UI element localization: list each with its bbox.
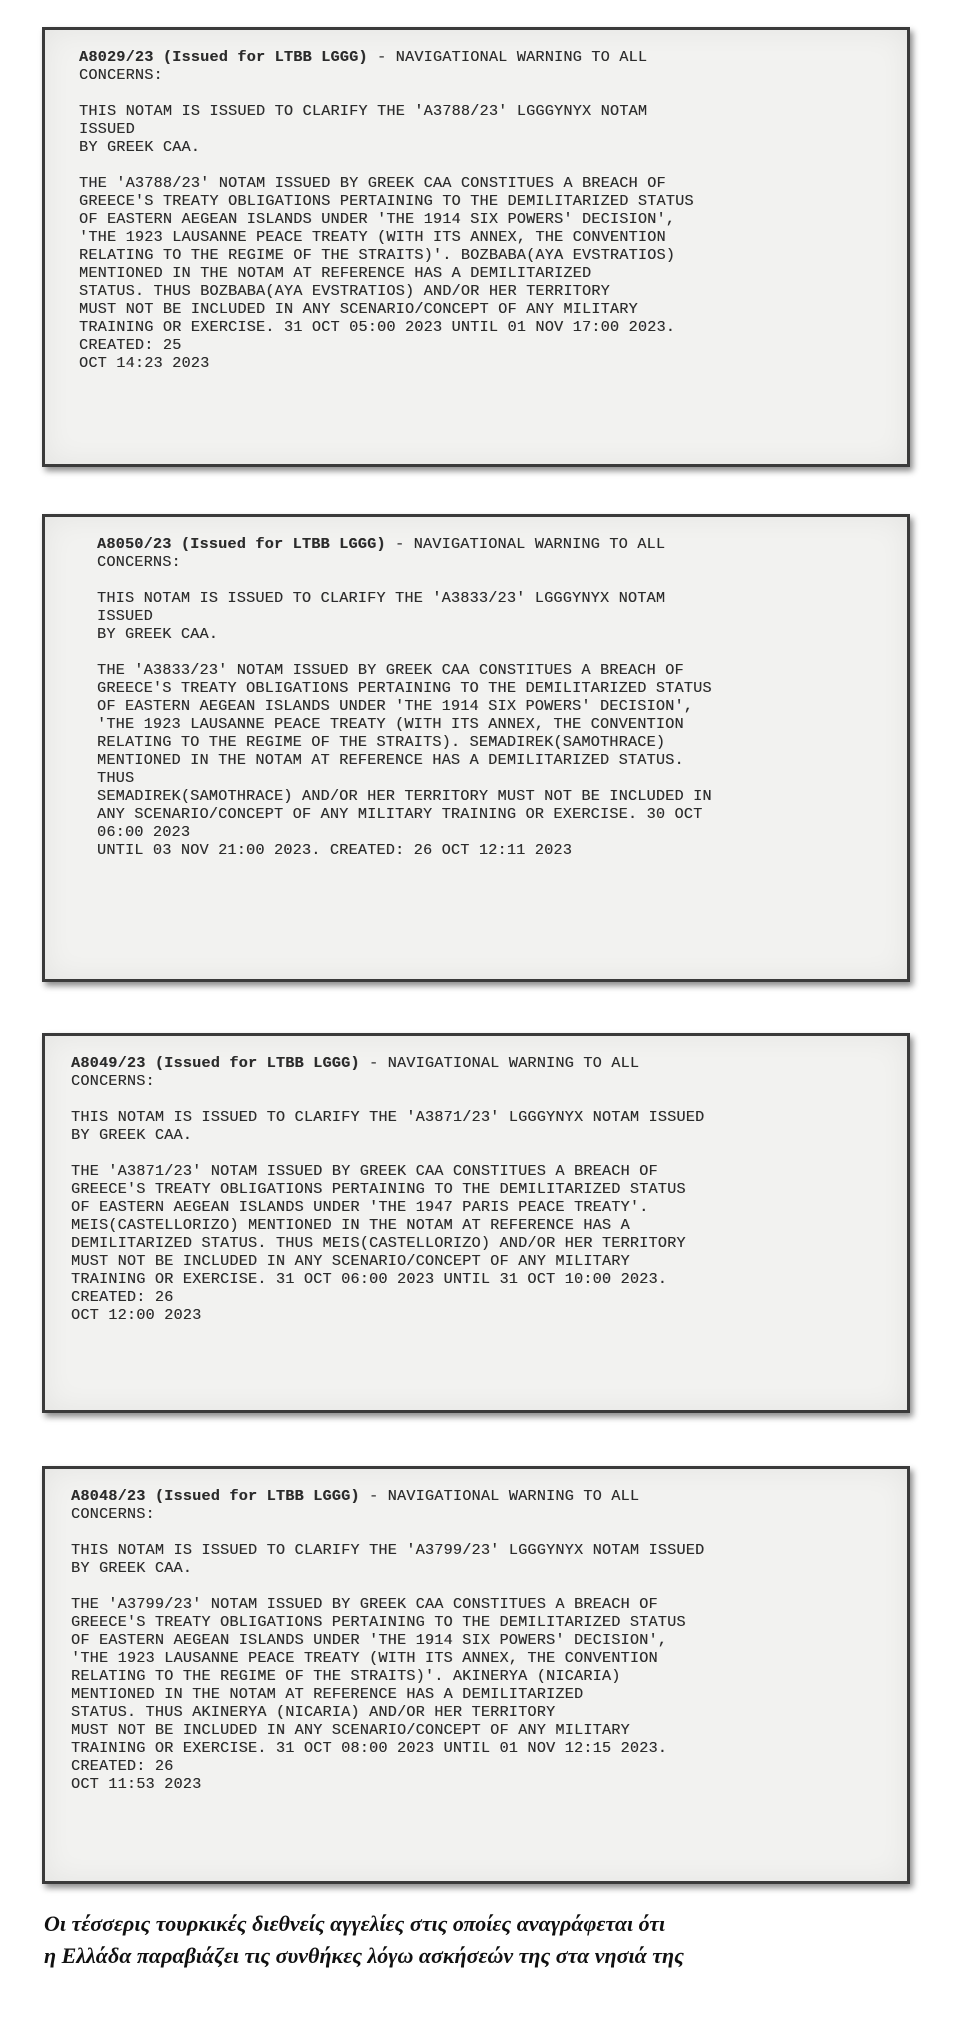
notam-text-line: GREECE'S TREATY OBLIGATIONS PERTAINING TO THE DEMILITARIZED STATUS (71, 1613, 686, 1631)
notam-text-line: TRAINING OR EXERCISE. 31 OCT 06:00 2023 UNTIL 31 OCT 10:00 2023. (71, 1270, 668, 1288)
notam-card-3 (42, 1033, 910, 1413)
notam-text-line: BY GREEK CAA. (97, 625, 219, 643)
notam-text-line: OF EASTERN AEGEAN ISLANDS UNDER 'THE 1914 SIX POWERS' DECISION', (79, 210, 676, 228)
photo-caption (44, 1908, 944, 1972)
notam-text-line: CONCERNS: (79, 66, 163, 84)
notam-text-line: THE 'A3833/23' NOTAM ISSUED BY GREEK CAA CONSTITUES A BREACH OF (97, 661, 684, 679)
notam-text-line: 'THE 1923 LAUSANNE PEACE TREATY (WITH ITS ANNEX, THE CONVENTION (97, 715, 684, 733)
notam-text-line: THE 'A3871/23' NOTAM ISSUED BY GREEK CAA CONSTITUES A BREACH OF (71, 1162, 658, 1180)
notam-paragraph (71, 1162, 879, 1324)
notam-card-1 (42, 27, 910, 467)
notam-text-line: THIS NOTAM IS ISSUED TO CLARIFY THE 'A3871/23' LGGGYNYX NOTAM ISSUED (71, 1108, 705, 1126)
notam-header-text: - NAVIGATIONAL WARNING TO ALL (367, 48, 648, 66)
caption-line-1: Οι τέσσερις τουρκικές διεθνείς αγγελίες στις οποίες αναγράφεται ότι (44, 1911, 666, 1936)
notam-text-line: ISSUED (97, 607, 153, 625)
caption-line-2: η Ελλάδα παραβιάζει τις συνθήκες λόγω ασκήσεών της στα νησιά της (44, 1943, 684, 1968)
notam-id: A8050/23 (Issued for LTBB LGGG) (97, 535, 386, 553)
notam-text-line: THIS NOTAM IS ISSUED TO CLARIFY THE 'A3833/23' LGGGYNYX NOTAM (97, 589, 666, 607)
notam-text-line: THUS (97, 769, 135, 787)
notam-text-line: THIS NOTAM IS ISSUED TO CLARIFY THE 'A3799/23' LGGGYNYX NOTAM ISSUED (71, 1541, 705, 1559)
notam-header-line (97, 535, 879, 553)
notam-header-text: - NAVIGATIONAL WARNING TO ALL (359, 1487, 640, 1505)
notam-text-line: OF EASTERN AEGEAN ISLANDS UNDER 'THE 1914 SIX POWERS' DECISION', (71, 1631, 668, 1649)
notam-paragraph (71, 1108, 879, 1144)
notam-text-line: DEMILITARIZED STATUS. THUS MEIS(CASTELLORIZO) AND/OR HER TERRITORY (71, 1234, 686, 1252)
notam-header-line (71, 1487, 879, 1505)
notam-text-line: MUST NOT BE INCLUDED IN ANY SCENARIO/CONCEPT OF ANY MILITARY (79, 300, 638, 318)
notam-paragraph (71, 1595, 879, 1793)
notam-text-line: RELATING TO THE REGIME OF THE STRAITS). SEMADIREK(SAMOTHRACE) (97, 733, 666, 751)
notam-text-line: 'THE 1923 LAUSANNE PEACE TREATY (WITH ITS ANNEX, THE CONVENTION (79, 228, 666, 246)
notam-text-line: MENTIONED IN THE NOTAM AT REFERENCE HAS A DEMILITARIZED (71, 1685, 584, 1703)
notam-text-line: RELATING TO THE REGIME OF THE STRAITS)'. BOZBABA(AYA EVSTRATIOS) (79, 246, 676, 264)
notam-paragraph (71, 1541, 879, 1577)
notam-paragraph (97, 661, 879, 859)
notam-header-line (71, 1054, 879, 1072)
notam-text-line: TRAINING OR EXERCISE. 31 OCT 05:00 2023 UNTIL 01 NOV 17:00 2023. (79, 318, 676, 336)
notam-text-line: 'THE 1923 LAUSANNE PEACE TREATY (WITH ITS ANNEX, THE CONVENTION (71, 1649, 658, 1667)
notam-paragraph (97, 589, 879, 643)
notam-text-line: GREECE'S TREATY OBLIGATIONS PERTAINING TO THE DEMILITARIZED STATUS (97, 679, 712, 697)
notam-card-4 (42, 1466, 910, 1884)
notam-text-line: THE 'A3799/23' NOTAM ISSUED BY GREEK CAA CONSTITUES A BREACH OF (71, 1595, 658, 1613)
notam-text-line: OCT 12:00 2023 (71, 1306, 202, 1324)
notam-text-line: CREATED: 25 (79, 336, 182, 354)
notam-text-line: UNTIL 03 NOV 21:00 2023. CREATED: 26 OCT 12:11 2023 (97, 841, 573, 859)
notam-header-text: - NAVIGATIONAL WARNING TO ALL (385, 535, 666, 553)
notam-text-line: CONCERNS: (71, 1505, 155, 1523)
notam-header-line (79, 48, 879, 66)
notam-text-line: 06:00 2023 (97, 823, 191, 841)
notam-text-line: CONCERNS: (97, 553, 181, 571)
notam-card-2 (42, 514, 910, 982)
notam-text-line: MUST NOT BE INCLUDED IN ANY SCENARIO/CONCEPT OF ANY MILITARY (71, 1252, 630, 1270)
notam-text-line: BY GREEK CAA. (71, 1559, 193, 1577)
notam-text-line: CREATED: 26 (71, 1288, 174, 1306)
notam-paragraph (71, 1054, 879, 1090)
notam-paragraph (71, 1487, 879, 1523)
notam-text-line: STATUS. THUS BOZBABA(AYA EVSTRATIOS) AND/OR HER TERRITORY (79, 282, 610, 300)
notam-text-line: CONCERNS: (71, 1072, 155, 1090)
notam-paragraph (79, 48, 879, 84)
notam-text-line: GREECE'S TREATY OBLIGATIONS PERTAINING TO THE DEMILITARIZED STATUS (71, 1180, 686, 1198)
notam-paragraph (97, 535, 879, 571)
notam-text-line: OF EASTERN AEGEAN ISLANDS UNDER 'THE 1914 SIX POWERS' DECISION', (97, 697, 694, 715)
notam-id: A8029/23 (Issued for LTBB LGGG) (79, 48, 368, 66)
notam-text-line: STATUS. THUS AKINERYA (NICARIA) AND/OR HER TERRITORY (71, 1703, 556, 1721)
notam-text-line: BY GREEK CAA. (71, 1126, 193, 1144)
notam-text-line: OF EASTERN AEGEAN ISLANDS UNDER 'THE 1947 PARIS PEACE TREATY'. (71, 1198, 649, 1216)
notam-text-line: GREECE'S TREATY OBLIGATIONS PERTAINING TO THE DEMILITARIZED STATUS (79, 192, 694, 210)
notam-text-line: MENTIONED IN THE NOTAM AT REFERENCE HAS A DEMILITARIZED (79, 264, 592, 282)
notam-text-line: ANY SCENARIO/CONCEPT OF ANY MILITARY TRAINING OR EXERCISE. 30 OCT (97, 805, 703, 823)
notam-text-line: THE 'A3788/23' NOTAM ISSUED BY GREEK CAA CONSTITUES A BREACH OF (79, 174, 666, 192)
notam-header-text: - NAVIGATIONAL WARNING TO ALL (359, 1054, 640, 1072)
notam-id: A8048/23 (Issued for LTBB LGGG) (71, 1487, 360, 1505)
notam-text-line: TRAINING OR EXERCISE. 31 OCT 08:00 2023 UNTIL 01 NOV 12:15 2023. (71, 1739, 668, 1757)
notam-text-line: THIS NOTAM IS ISSUED TO CLARIFY THE 'A3788/23' LGGGYNYX NOTAM (79, 102, 648, 120)
notam-text-line: MUST NOT BE INCLUDED IN ANY SCENARIO/CONCEPT OF ANY MILITARY (71, 1721, 630, 1739)
notam-text-line: BY GREEK CAA. (79, 138, 201, 156)
notam-text-line: MEIS(CASTELLORIZO) MENTIONED IN THE NOTAM AT REFERENCE HAS A (71, 1216, 630, 1234)
notam-text-line: MENTIONED IN THE NOTAM AT REFERENCE HAS A DEMILITARIZED STATUS. (97, 751, 684, 769)
notam-text-line: CREATED: 26 (71, 1757, 174, 1775)
notam-text-line: OCT 11:53 2023 (71, 1775, 202, 1793)
notam-text-line: OCT 14:23 2023 (79, 354, 210, 372)
notam-paragraph (79, 174, 879, 372)
notam-text-line: SEMADIREK(SAMOTHRACE) AND/OR HER TERRITORY MUST NOT BE INCLUDED IN (97, 787, 712, 805)
notam-id: A8049/23 (Issued for LTBB LGGG) (71, 1054, 360, 1072)
notam-text-line: RELATING TO THE REGIME OF THE STRAITS)'. AKINERYA (NICARIA) (71, 1667, 621, 1685)
notam-paragraph (79, 102, 879, 156)
notam-text-line: ISSUED (79, 120, 135, 138)
